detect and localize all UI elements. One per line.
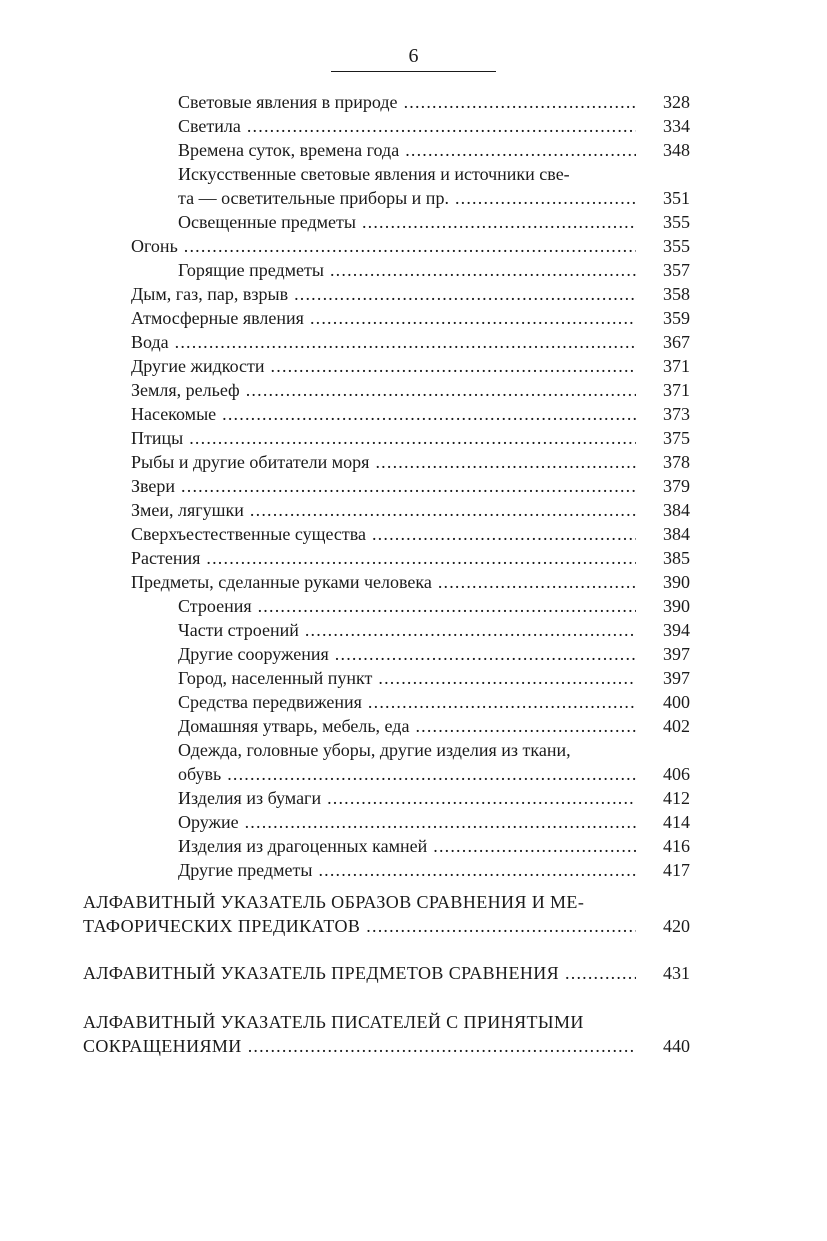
- toc-entry: [0, 714, 827, 738]
- toc-entry-page: 367: [663, 332, 690, 352]
- toc-entry: [0, 834, 827, 858]
- index-entry-page: 440: [663, 1036, 690, 1056]
- index-entry-title: АЛФАВИТНЫЙ УКАЗАТЕЛЬ ПРЕДМЕТОВ СРАВНЕНИЯ: [83, 963, 560, 983]
- leader-dots: [565, 961, 636, 985]
- toc-entry-line1: [0, 738, 827, 762]
- toc-entry: [0, 762, 827, 786]
- toc-entry-page: 400: [663, 692, 690, 712]
- leader-dots: [318, 858, 636, 882]
- toc-entry-page: 414: [663, 812, 690, 832]
- toc-entry-title: Предметы, сделанные руками человека: [131, 572, 432, 592]
- toc-entry: [0, 354, 827, 378]
- toc-entry-title: Изделия из бумаги: [178, 788, 322, 808]
- toc-entry: [0, 306, 827, 330]
- index-entry-line1: [0, 890, 827, 914]
- toc-entry-page: 357: [663, 260, 690, 280]
- toc-entry-title: Светила: [178, 116, 241, 136]
- toc-entry: [0, 474, 827, 498]
- leader-dots: [271, 354, 636, 378]
- toc-entry-page: 355: [663, 212, 690, 232]
- toc-entry: [0, 234, 827, 258]
- leader-dots: [245, 810, 636, 834]
- toc-entry-title: Другие сооружения: [178, 644, 329, 664]
- toc-entry-title: Другие предметы: [178, 860, 313, 880]
- index-entry-line1: [0, 1010, 827, 1034]
- toc-entry-page: 378: [663, 452, 690, 472]
- leader-dots: [327, 786, 636, 810]
- toc-entry: [0, 498, 827, 522]
- toc-entry: [0, 786, 827, 810]
- index-entry-title: СОКРАЩЕНИЯМИ: [83, 1036, 242, 1056]
- toc-entry: [0, 282, 827, 306]
- leader-dots: [375, 450, 636, 474]
- toc-entry: [0, 690, 827, 714]
- toc-entry: [0, 186, 827, 210]
- toc-entry-title: Дым, газ, пар, взрыв: [131, 284, 289, 304]
- leader-dots: [378, 666, 636, 690]
- toc-entry: [0, 378, 827, 402]
- toc-entry-title: Домашняя утварь, мебель, еда: [178, 716, 410, 736]
- toc-entry-page: 406: [663, 764, 690, 784]
- toc-entry-title: Огонь: [131, 236, 178, 256]
- leader-dots: [206, 546, 636, 570]
- toc-entry-title: Времена суток, времена года: [178, 140, 400, 160]
- toc-entry: [0, 546, 827, 570]
- toc-entry-title: Насекомые: [131, 404, 217, 424]
- leader-dots: [175, 330, 636, 354]
- toc-entry-page: 348: [663, 140, 690, 160]
- toc-entry-title: Оружие: [178, 812, 239, 832]
- index-entry-page: 431: [663, 963, 690, 983]
- toc-entry-page: 390: [663, 572, 690, 592]
- toc-entry: [0, 570, 827, 594]
- toc-entry-title: Сверхъестественные существа: [131, 524, 366, 544]
- toc-entry: [0, 642, 827, 666]
- toc-entry-title: Звери: [131, 476, 176, 496]
- toc-entry-title: Рыбы и другие обитатели моря: [131, 452, 370, 472]
- toc-entry: [0, 138, 827, 162]
- toc-entry-page: 416: [663, 836, 690, 856]
- toc-entry: [0, 258, 827, 282]
- toc-entry: [0, 618, 827, 642]
- leader-dots: [404, 90, 636, 114]
- leader-dots: [247, 114, 636, 138]
- toc-entry-page: 359: [663, 308, 690, 328]
- toc-entry-title: Освещенные предметы: [178, 212, 356, 232]
- leader-dots: [438, 570, 636, 594]
- leader-dots: [366, 914, 636, 938]
- toc-entry-line1: [0, 162, 827, 186]
- toc-entry-title: Горящие предметы: [178, 260, 324, 280]
- toc-entry-title: Атмосферные явления: [131, 308, 304, 328]
- toc-entry-page: 375: [663, 428, 690, 448]
- page-number: 6: [408, 45, 419, 67]
- leader-dots: [362, 210, 636, 234]
- toc-entry-title: обувь: [178, 764, 222, 784]
- toc-entry: [0, 426, 827, 450]
- leader-dots: [310, 306, 636, 330]
- toc-entry: [0, 594, 827, 618]
- toc-entry-title: Вода: [131, 332, 169, 352]
- leader-dots: [433, 834, 636, 858]
- leader-dots: [246, 378, 636, 402]
- index-entry: [0, 1034, 827, 1058]
- toc-entry-page: 412: [663, 788, 690, 808]
- leader-dots: [181, 474, 636, 498]
- leader-dots: [368, 690, 636, 714]
- toc-entry-title: Строения: [178, 596, 252, 616]
- toc-entry-title-line1: Одежда, головные уборы, другие изделия из ткани,: [178, 740, 571, 760]
- leader-dots: [335, 642, 636, 666]
- toc-entry-title: Растения: [131, 548, 201, 568]
- toc-entry-title: Земля, рельеф: [131, 380, 240, 400]
- leader-dots: [294, 282, 636, 306]
- toc-entry-page: 397: [663, 668, 690, 688]
- toc-entry-page: 390: [663, 596, 690, 616]
- toc-entry-title-line1: Искусственные световые явления и источники све-: [178, 164, 570, 184]
- index-entry-title-line1: АЛФАВИТНЫЙ УКАЗАТЕЛЬ ПИСАТЕЛЕЙ С ПРИНЯТЫМИ: [83, 1012, 584, 1032]
- leader-dots: [227, 762, 636, 786]
- toc-entry-page: 355: [663, 236, 690, 256]
- toc-entry-page: 394: [663, 620, 690, 640]
- toc-entry: [0, 330, 827, 354]
- leader-dots: [184, 234, 636, 258]
- toc-entry-title: Части строений: [178, 620, 299, 640]
- leader-dots: [330, 258, 636, 282]
- leader-dots: [305, 618, 636, 642]
- toc-entry-page: 373: [663, 404, 690, 424]
- toc-entry-title: та — осветительные приборы и пр.: [178, 188, 449, 208]
- index-entry-page: 420: [663, 916, 690, 936]
- index-entry: [0, 961, 827, 985]
- toc-entry-title: Другие жидкости: [131, 356, 265, 376]
- toc-entry-title: Изделия из драгоценных камней: [178, 836, 428, 856]
- toc-entry-title: Средства передвижения: [178, 692, 362, 712]
- toc-entry: [0, 858, 827, 882]
- toc-entry: [0, 450, 827, 474]
- toc-entry: [0, 402, 827, 426]
- leader-dots: [222, 402, 636, 426]
- header-rule: [331, 71, 496, 72]
- toc-entry-page: 384: [663, 524, 690, 544]
- toc-entry-title: Город, населенный пункт: [178, 668, 373, 688]
- toc-entry-page: 379: [663, 476, 690, 496]
- toc-entry-page: 385: [663, 548, 690, 568]
- toc-entry-page: 334: [663, 116, 690, 136]
- toc-entry-page: 402: [663, 716, 690, 736]
- toc-entry-title: Змеи, лягушки: [131, 500, 244, 520]
- toc-entry-page: 417: [663, 860, 690, 880]
- toc-entry: [0, 90, 827, 114]
- toc-entry-page: 351: [663, 188, 690, 208]
- leader-dots: [372, 522, 636, 546]
- leader-dots: [258, 594, 636, 618]
- toc-entry: [0, 522, 827, 546]
- toc-entry-page: 397: [663, 644, 690, 664]
- toc-entry-page: 371: [663, 356, 690, 376]
- index-entry: [0, 914, 827, 938]
- index-entry-title-line1: АЛФАВИТНЫЙ УКАЗАТЕЛЬ ОБРАЗОВ СРАВНЕНИЯ И МЕ-: [83, 892, 585, 912]
- toc-entry-page: 328: [663, 92, 690, 112]
- leader-dots: [250, 498, 636, 522]
- leader-dots: [405, 138, 636, 162]
- toc-entry-title: Птицы: [131, 428, 184, 448]
- toc-entry-page: 371: [663, 380, 690, 400]
- toc-entry-page: 358: [663, 284, 690, 304]
- toc-entry: [0, 810, 827, 834]
- toc-entry-title: Световые явления в природе: [178, 92, 398, 112]
- leader-dots: [415, 714, 636, 738]
- leader-dots: [455, 186, 636, 210]
- leader-dots: [189, 426, 636, 450]
- toc-entry: [0, 666, 827, 690]
- leader-dots: [248, 1034, 636, 1058]
- toc-entry: [0, 114, 827, 138]
- toc-entry-page: 384: [663, 500, 690, 520]
- toc-entry: [0, 210, 827, 234]
- index-entry-title: ТАФОРИЧЕСКИХ ПРЕДИКАТОВ: [83, 916, 361, 936]
